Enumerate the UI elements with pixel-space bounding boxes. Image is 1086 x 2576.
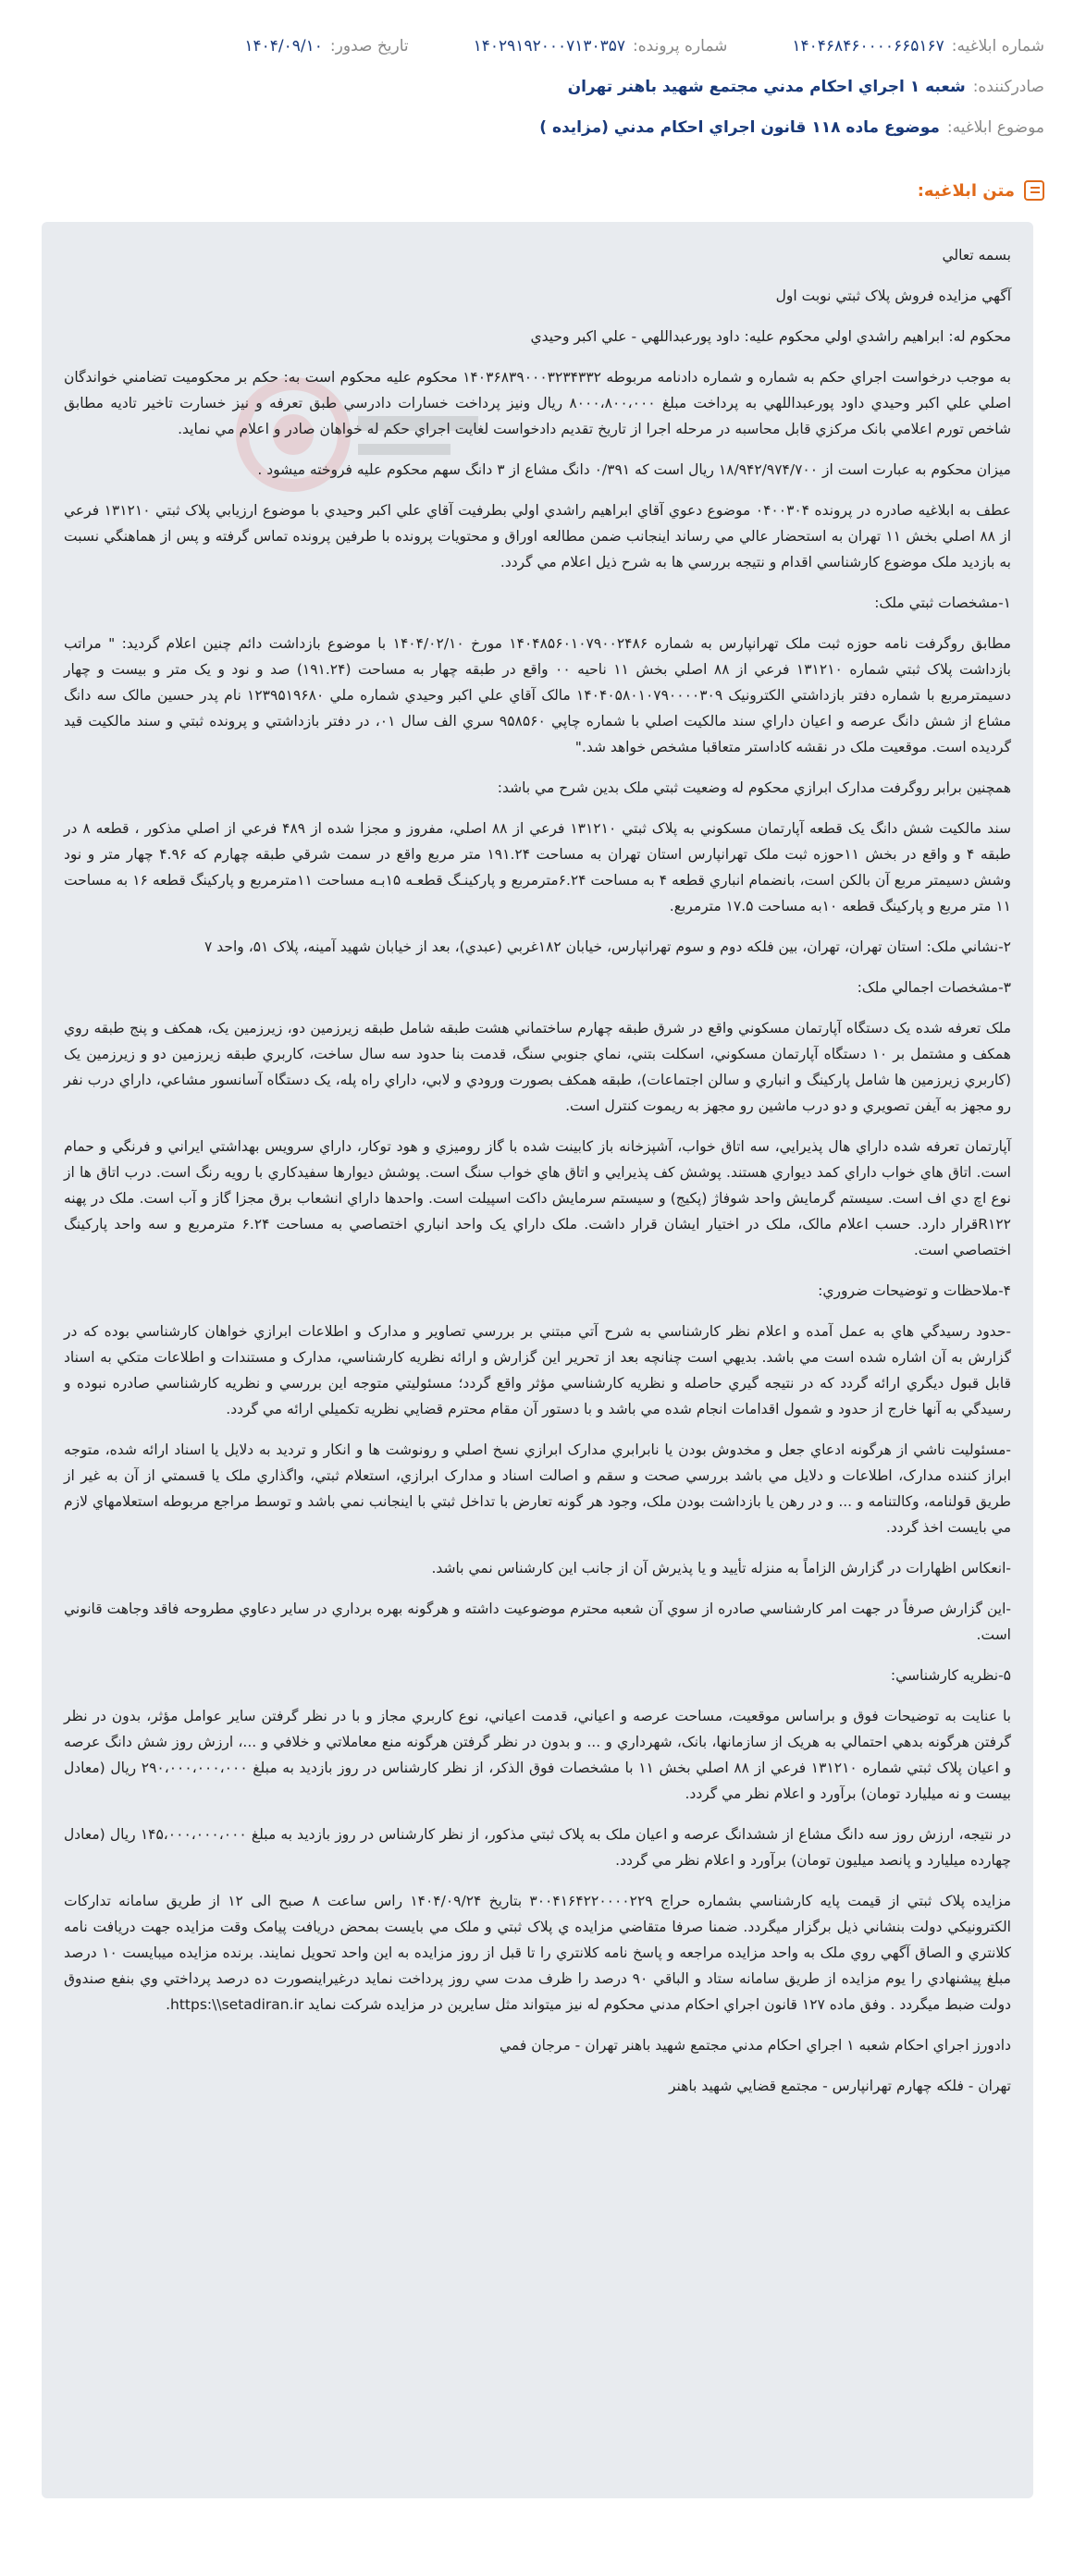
case-number-value: ۱۴۰۲۹۱۹۲۰۰۰۷۱۳۰۳۵۷: [473, 37, 626, 55]
body-paragraph: آپارتمان تعرفه شده داراي هال پذيرايي، سه اتاق خواب، آشپزخانه باز کابينت شده با گاز روميزي و هود توکار، داراي سرويس بهداشتي ايراني و فرنگي و حمام است. اتاق هاي خواب داراي کمد ديواري هستند. پوشش کف پذيرايي و اتاق هاي خواب سنگ است. پوشش ديوارها سفيدکاري با رويه رنگ است. درب اتاق ها از نوع اچ دي اف است. سيستم گرمايش واحد شوفاژ (پکيج) و سيستم سرمايش داکت اسپيلت است. واحدها داراي انشعاب برق مجزا گاز و آب است. ملک در پهنه R۱۲۲قرار دارد. حسب اعلام مالک، ملک در اختيار ايشان قرار داشت. ملک داراي يک واحد انباري اختصاصي به مساحت ۶.۲۴ مترمربع و سه واحد پارکينگ اختصاصي است.: [64, 1138, 1011, 1258]
body-paragraph: بسمه تعالي: [942, 247, 1011, 264]
issue-date: [244, 37, 408, 55]
issuer-value: شعبه ۱ اجراي احکام مدني مجتمع شهيد باهنر تهران: [567, 78, 966, 96]
body-paragraph: به موجب درخواست اجراي حکم به شماره و شماره دادنامه مربوطه ۱۴۰۳۶۸۳۹۰۰۰۳۲۳۴۳۳۲ محکوم عليه محکوم است به: حکم بر محکوميت تضامني خواندگان اصلي علي اکبر وحيدي داود پورعبداللهي به پرداخت مبلغ ۸۰۰۰،۸۰۰،۰۰۰ ريال ونيز پرداخت خسارات دادرسي طبق تعرفه و نيز خسارت تاخير تاديه مطابق شاخص تورم اعلامي بانک مرکزي قابل محاسبه در مرحله اجرا از تاريخ تقديم دادخواست لغايت اجراي حکم له خواهان صادر و اعلام مي نمايد.: [64, 369, 1012, 437]
body-paragraph: مطابق روگرفت نامه حوزه ثبت ملک تهرانپارس به شماره ۱۴۰۴۸۵۶۰۱۰۷۹۰۰۲۴۸۶ مورخ ۱۴۰۴/۰۲/۱۰ با موضوع بازداشت دائم چنين اعلام گرديد: " مراتب بازداشت پلاک ثبتي شماره ۱۳۱۲۱۰ فرعي از ۸۸ اصلي بخش ۱۱ ناحيه ۰۰ واقع در طبقه چهار به مساحت (۱۹۱.۲۴) صد و نود و يک متر و بيست و چهار دسيمترمربع با شماره دفتر بازداشتي الکترونيک ۱۴۰۴۰۵۸۰۱۰۷۹۰۰۰۰۳۰۹ مالک آقاي علي اکبر وحيدي شماره ملي ۱۲۳۹۵۱۹۶۸۰ نام پدر حسين مالک سه دانگ مشاع از شش دانگ عرصه و اعيان داراي سند مالکيت اصلي با شماره چاپي ۹۵۸۵۶۰ سري الف سال ۰۱، در دفتر بازداشتي و پرونده ثبتي و سند مالکيت قيد گرديده است. موقعيت ملک در نقشه کاداستر متعاقبا مشخص خواهد شد.": [64, 635, 1011, 755]
note-icon: [1024, 180, 1044, 201]
issue-date-value: ۱۴۰۴/۰۹/۱۰: [244, 37, 323, 55]
subject-label: موضوع ابلاغيه:: [946, 118, 1044, 137]
body-paragraph: -حدود رسيدگي هاي به عمل آمده و اعلام نظر کارشناسي به شرح آتي مبتني بر بررسي تصاوير و مدارک و اطلاعات ابرازي خواهان کارشناسي بوده که در گزارش به آن اشاره شده است مي باشد. بديهي است چنانچه بعد از تحرير اين گزارش و ارائه نظريه کارشناسي، مدارک و مستندات و اطلاعات متکي به اسناد قابل قبول ديگري ارائه گردد که در نتيجه گيري حاصله و نظريه کارشناسي مؤثر واقع گردد؛ مسئوليتي متوجه اين بررسي و نظريه کارشناسي صادره نبوده و رسيدگي به آنها خارج از حدود و شمول اقدامات انجام شده مي باشد و با دستور آن مقام محترم قضايي نظريه تکميلي ارائه مي گردد.: [64, 1323, 1011, 1417]
body-paragraph: ۳-مشخصات اجمالي ملک:: [857, 979, 1011, 996]
body-paragraph: در نتيجه، ارزش روز سه دانگ مشاع از ششدانگ عرصه و اعيان ملک به پلاک ثبتي مذکور، از نظر کارشناس در روز بازديد به مبلغ ۱۴۵،۰۰۰،۰۰۰،۰۰۰ ريال (معادل چهارده ميليارد و پانصد ميليون تومان) برآورد و اعلام نظر مي گردد.: [64, 1826, 1011, 1869]
meta-row: [42, 37, 1044, 78]
notice-text-title: متن ابلاغيه:: [917, 180, 1015, 201]
subject-row: [42, 118, 1044, 159]
case-number-label: شماره پرونده:: [633, 37, 728, 55]
body-paragraph: همچنين برابر روگرفت مدارک ابرازي محکوم له وضعيت ثبتي ملک بدين شرح مي باشد:: [497, 779, 1011, 796]
body-paragraph: ۵-نظريه کارشناسي:: [890, 1667, 1011, 1684]
paragraph-list: [64, 242, 1011, 2099]
body-paragraph: -مسئوليت ناشي از هرگونه ادعاي جعل و مخدوش بودن يا نابرابري مدارک ابرازي نسخ اصلي و رونوشت ها و انکار و ترديد به دلايل يا اسناد ارائه شده، متوجه ابراز کننده مدارک، اطلاعات و دلايل مي باشد بررسي صحت و سقم و اصالت اسناد و مدارک ابرازي، استعلام ثبتي، واگذاري ملک يا قسمتي از آن به غير از طريق قولنامه، وکالتنامه و ... و در رهن يا بازداشت بودن ملک، وجود هر گونه تعارض با تداخل ثبتي با اينجانب نمي باشد و توسط مراجع مربوطه استعلامهاي لازم مي بايست اخذ گردد.: [64, 1441, 1011, 1536]
body-paragraph: عطف به ابلاغيه صادره در پرونده ۰۴۰۰۳۰۴ موضوع دعوي آقاي ابراهيم راشدي اولي بطرفيت آقاي علي اکبر وحيدي با موضوع ارزيابي پلاک ثبتي ۱۳۱۲۱۰ فرعي از ۸۸ اصلي بخش ۱۱ تهران به استحضار عالي مي رساند اينجانب ضمن مطالعه اوراق و محتويات پرونده با طرفين پرونده تماس گرفته و پس از هماهنگي نسبت به بازديد ملک موضوع کارشناسي اقدام و نتيجه بررسي ها به شرح ذيل اعلام مي گردد.: [64, 502, 1011, 570]
body-paragraph: -اين گزارش صرفاً در جهت امر کارشناسي صادره از سوي آن شعبه محترم موضوعيت داشته و هرگونه بهره برداري در ساير دعاوي مطروحه فاقد وجاهت قانوني است.: [64, 1601, 1011, 1643]
body-paragraph: مزايده پلاک ثبتي از قيمت پايه کارشناسي بشماره حراج ۳۰۰۴۱۶۴۲۲۰۰۰۰۲۲۹ بتاريخ ۱۴۰۴/۰۹/۲۴ راس ساعت ۸ صبح الی ۱۲ از طريق سامانه تدارکات الکترونيکي دولت بنشاني ذيل برگزار ميگردد. ضمنا صرفا متقاضي مزايده ي پلاک ثبتي و ملک مي بايست بمحض دريافت پيامک وقت مزايده جهت دريافت نامه کلانتري و الصاق آگهي روي ملک به واحد مزايده مراجعه و پاسخ نامه کلانتري را تا قبل از روز مزايده به اين واحد تحويل نمايند. برنده مزايده ميبايست ۱۰ درصد مبلغ پيشنهادي را يوم مزايده از طريق سامانه ستاد و الباقي ۹۰ درصد را ظرف مدت سي روز پرداخت نمايد درغيراينصورت ده درصد پرداختي وي بنفع صندوق دولت ضبط ميگردد . وفق ماده ۱۲۷ قانون اجراي احکام مدني محکوم له نيز ميتواند مثل سايرين در مزايده شرکت نمايد https:\\setadiran.ir.: [64, 1893, 1012, 2013]
body-paragraph: ۱-مشخصات ثبتي ملک:: [874, 595, 1011, 611]
notice-number: [792, 37, 1044, 55]
body-paragraph: ۲-نشاني ملک: استان تهران، تهران، بين فلکه دوم و سوم تهرانپارس، خيابان ۱۸۲غربي (عبدي)، بعد از خيابان شهيد آمينه، پلاک ۵۱، واحد ۷: [204, 938, 1011, 955]
body-paragraph: ۴-ملاحظات و توضيحات ضروري:: [818, 1282, 1011, 1299]
body-paragraph: با عنايت به توضيحات فوق و براساس موقعيت، مساحت عرصه و اعياني، قدمت اعياني، نوع کاربري مجاز و با در نظر گرفتن ساير عوامل مؤثر، بدون در نظر گرفتن هرگونه بدهي احتمالي به هريک از سازمانها، بانک، شهرداري و ... و بدون در نظر گرفتن هرگونه منع معاملاتي و خلافي و ...، ارزش روز شش دانگ عرصه و اعيان پلاک ثبتي شماره ۱۳۱۲۱۰ فرعي از ۸۸ اصلي بخش ۱۱ با مشخصات فوق الذکر، از نظر کارشناس در روز بازديد به مبلغ ۲۹۰،۰۰۰،۰۰۰،۰۰۰ ريال (معادل بيست و نه ميليارد تومان) برآورد و اعلام نظر مي گردد.: [64, 1708, 1011, 1802]
body-paragraph: ميزان محکوم به عبارت است از ۱۸/۹۴۲/۹۷۴/۷۰۰ ريال است که ۰/۳۹۱ دانگ مشاع از ۳ دانگ سهم محکوم عليه فروخته ميشود .: [257, 461, 1011, 478]
body-paragraph: ملک تعرفه شده يک دستگاه آپارتمان مسکوني واقع در شرق طبقه چهارم ساختماني هشت طبقه شامل طبقه زيرزمين دو، زيرزمين يک، همکف و پنج طبقه روي همکف و مشتمل بر ۱۰ دستگاه آپارتمان مسکوني، اسکلت بتني، نماي جنوبي سنگ، قدمت بنا حدود سه سال ساخت، کاربري طبقه زيرزمين دو و زيرزمين يک (کاربري زيرزمين ها شامل پارکينگ و انباري و سالن اجتماعات)، طبقه همکف بصورت ورودي و لابي، داراي راه پله، يک دستگاه آسانسور مشاعي، داراي درب نفر رو مجهز به آيفن تصويري و دو درب ماشين رو مجهز به ريموت کنترل است.: [64, 1020, 1011, 1114]
issuer-label: صادرکننده:: [972, 78, 1044, 96]
body-paragraph: سند مالکيت شش دانگ يک قطعه آپارتمان مسکوني به پلاک ثبتي ۱۳۱۲۱۰ فرعي از ۸۸ اصلي، مفروز و مجزا شده از ۴۸۹ فرعي از اصلي مذکور ، قطعه ۸ در طبقه ۴ و واقع در بخش ۱۱حوزه ثبت ملک تهرانپارس استان تهران به مساحت ۱۹۱.۲۴ متر مربع واقع در سمت شرقي طبقه چهارم که ۴.۹۶ چهار متر و نود وشش دسيمتر مربع آن بالکن است، بانضمام انباري قطعه ۴ به مساحت ۶.۲۴مترمربع و پارکينـگ قطعـه ۱۵بـه مساحت ۱۱مترمربع و پارکينگ قطعه ۱۶ به مساحت ۱۱ متر مربع و پارکينگ قطعه ۱۰به مساحت ۱۷.۵ مترمربع.: [64, 820, 1011, 914]
body-paragraph: دادورز اجراي احکام شعبه ۱ اجراي احکام مدني مجتمع شهيد باهنر تهران - مرجان فمي: [500, 2037, 1011, 2054]
subject-value: موضوع ماده ۱۱۸ قانون اجراي احکام مدني (مزايده ): [539, 118, 940, 137]
body-paragraph: -انعکاس اظهارات در گزارش الزاماً به منزله تأييد و يا پذيرش آن از جانب اين کارشناس نمي باشد.: [431, 1560, 1011, 1576]
body-paragraph: محکوم له: ابراهيم راشدي اولي محکوم عليه: داود پورعبداللهي - علي اکبر وحيدي: [530, 328, 1011, 345]
body-paragraph: تهران - فلکه چهارم تهرانپارس - مجتمع قضايي شهيد باهنر: [669, 2078, 1011, 2094]
notice-number-value: ۱۴۰۴۶۸۴۶۰۰۰۰۶۶۵۱۶۷: [792, 37, 944, 55]
issuer-row: [42, 78, 1044, 118]
case-number: [474, 37, 728, 55]
notice-body: [42, 222, 1033, 2498]
issue-date-label: تاريخ صدور:: [329, 37, 409, 55]
notice-header: [42, 37, 1044, 159]
notice-text-heading: [918, 180, 1044, 201]
body-paragraph: آگهي مزايده فروش پلاک ثبتي نوبت اول: [775, 288, 1011, 304]
notice-number-label: شماره ابلاغيه:: [951, 37, 1044, 55]
